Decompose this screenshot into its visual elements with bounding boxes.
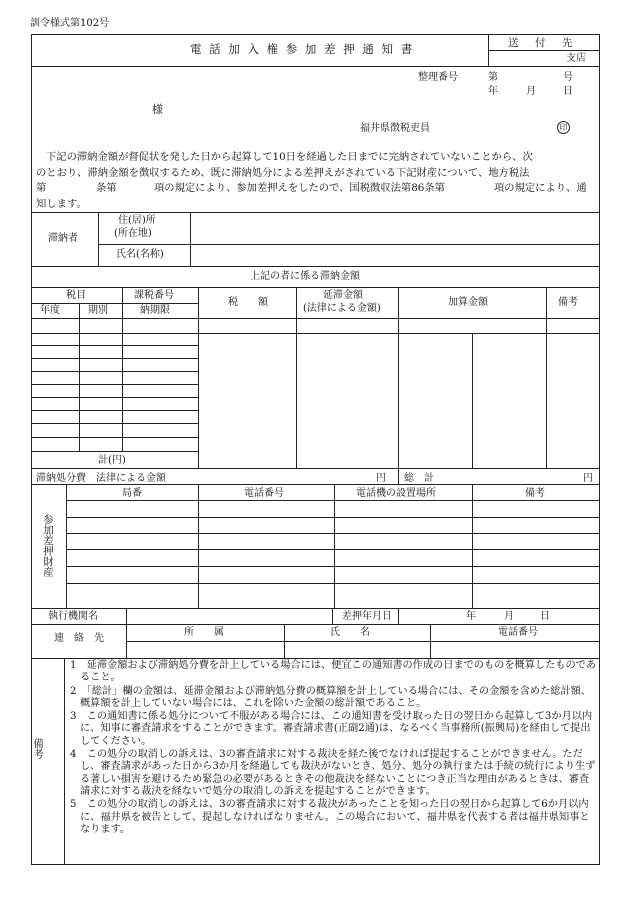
notes-side-label: 備考 bbox=[32, 738, 44, 759]
processing-fee-yen: 円 bbox=[376, 473, 386, 484]
notes-list bbox=[70, 660, 598, 837]
intro-line-3 bbox=[36, 181, 598, 197]
col-tax-amount: 税 額 bbox=[228, 297, 268, 308]
intro-paragraph bbox=[36, 150, 598, 212]
intro-line-1: 下記の滞納金額が督促状を発した日から起算して10日を経過した日までに完納されていないことから、次 bbox=[46, 151, 533, 163]
taxpayer-address-sub: (所在地) bbox=[114, 228, 152, 239]
col-period: 期別 bbox=[88, 305, 108, 316]
col-tax-item: 税目 bbox=[66, 290, 86, 301]
note-item: 4 この処分の取消しの訴えは、3の審査請求に対する裁決を経た後でなければ提起することができません。ただし、審査請求があった日から3か月を経過しても裁決がないとき、処分、処分の執行または手続の続行により生ずる著しい損害を避けるため緊急の必要があるときその他裁決を経ないことにつき正当な理由があるときは、審査請求に対する裁決を経ないで処分の取消しの訴えを提起することができます。 bbox=[70, 749, 596, 797]
col-due-date: 納期限 bbox=[140, 305, 170, 316]
intro-tsu: 項の規定により、通 bbox=[494, 182, 587, 194]
col-tax-number: 課税番号 bbox=[134, 290, 174, 301]
col-year: 年度 bbox=[40, 305, 60, 316]
property-side-label: 参加差押財産 bbox=[42, 514, 54, 577]
seizure-month: 月 bbox=[504, 611, 514, 622]
intro-kou: 項の規定により、参加差押えをしたので、国税徴収法第86条第 bbox=[154, 182, 445, 194]
note-item: 3 この通知書に係る処分について不服がある場合には、この通知書を受け取った日の翌日から起算して3か月以内に、知事に審査請求をすることができます。審査請求書(正副2通)は、なるべく当事務所(振興局)を経由して提出してください。 bbox=[70, 711, 593, 747]
recipient-sama: 様 bbox=[152, 103, 163, 116]
intro-dai: 第 bbox=[36, 182, 47, 194]
reference-dai: 第 bbox=[488, 72, 498, 83]
property-col-phone: 電話番号 bbox=[244, 488, 284, 499]
grand-total-yen: 円 bbox=[583, 473, 593, 484]
tax-official-label: 福井県徴税吏員 bbox=[360, 123, 430, 134]
seizure-year: 年 bbox=[466, 611, 476, 622]
col-late-fee-sub: (法律による金額) bbox=[303, 303, 381, 314]
destination-label: 送 付 先 bbox=[508, 37, 576, 49]
reference-go: 号 bbox=[563, 72, 573, 83]
col-surcharge: 加算金額 bbox=[448, 297, 488, 308]
intro-line-2: のとおり、滞納金額を徴収するため、既に滞納処分による差押えがされている下記財産について、地方税法 bbox=[36, 166, 530, 179]
taxpayer-label: 滞納者 bbox=[48, 233, 78, 244]
contact-col-phone: 電話番号 bbox=[498, 627, 538, 638]
reference-number-label: 整理番号 bbox=[418, 72, 458, 83]
form-title: 電 話 加 入 権 参 加 差 押 通 知 書 bbox=[190, 42, 415, 56]
contact-col-name: 氏 名 bbox=[330, 627, 370, 638]
delinquency-section-title: 上記の者に係る滞納金額 bbox=[250, 271, 360, 282]
taxpayer-address-label: 住(居)所 bbox=[118, 215, 156, 226]
intro-line-4: 知します。 bbox=[36, 197, 87, 210]
note-item: 2 「総計」欄の金額は、延滞金額および滞納処分費の概算額を計上している場合には、その金額を含めた総計額、概算額を計上していない場合には、これを除いた金額の総計額であること。 bbox=[70, 685, 591, 709]
date-day: 日 bbox=[563, 86, 573, 97]
property-col-location: 電話機の設置場所 bbox=[356, 488, 436, 499]
col-remarks: 備考 bbox=[558, 297, 578, 308]
col-late-fee: 延滞金額 bbox=[323, 290, 363, 301]
contact-label: 連 絡 先 bbox=[54, 633, 104, 644]
total-yen-label: 計(円) bbox=[98, 455, 126, 466]
form-number: 訓令様式第102号 bbox=[30, 18, 110, 29]
contact-col-dept: 所 属 bbox=[184, 627, 224, 638]
taxpayer-name-label: 氏名(名称) bbox=[116, 249, 164, 260]
processing-fee-label: 滞納処分費 法律による金額 bbox=[36, 473, 166, 484]
intro-jodai: 条第 bbox=[96, 182, 117, 194]
note-item: 5 この処分の取消しの訴えは、3の審査請求に対する裁決があったことを知った日の翌日から起算して6か月以内に、福井県を被告として、提起しなければなりません。この場合において、福井県を代表する者は福井県知事となります。 bbox=[70, 799, 590, 835]
property-col-exchange: 局番 bbox=[122, 488, 142, 499]
property-col-remarks: 備考 bbox=[525, 488, 545, 499]
seizure-date-label: 差押年月日 bbox=[342, 611, 392, 622]
destination-branch: 支店 bbox=[566, 53, 586, 64]
agency-label: 執行機関名 bbox=[48, 611, 98, 622]
note-item: 1 延滞金額および滞納処分費を計上している場合には、便宜この通知書の作成の日までのものを概算したものであること。 bbox=[70, 660, 597, 684]
seizure-day: 日 bbox=[540, 611, 550, 622]
seal-mark: 印 bbox=[557, 121, 570, 134]
grand-total-label: 総 計 bbox=[404, 473, 434, 484]
date-month: 月 bbox=[526, 86, 536, 97]
date-year: 年 bbox=[488, 86, 498, 97]
